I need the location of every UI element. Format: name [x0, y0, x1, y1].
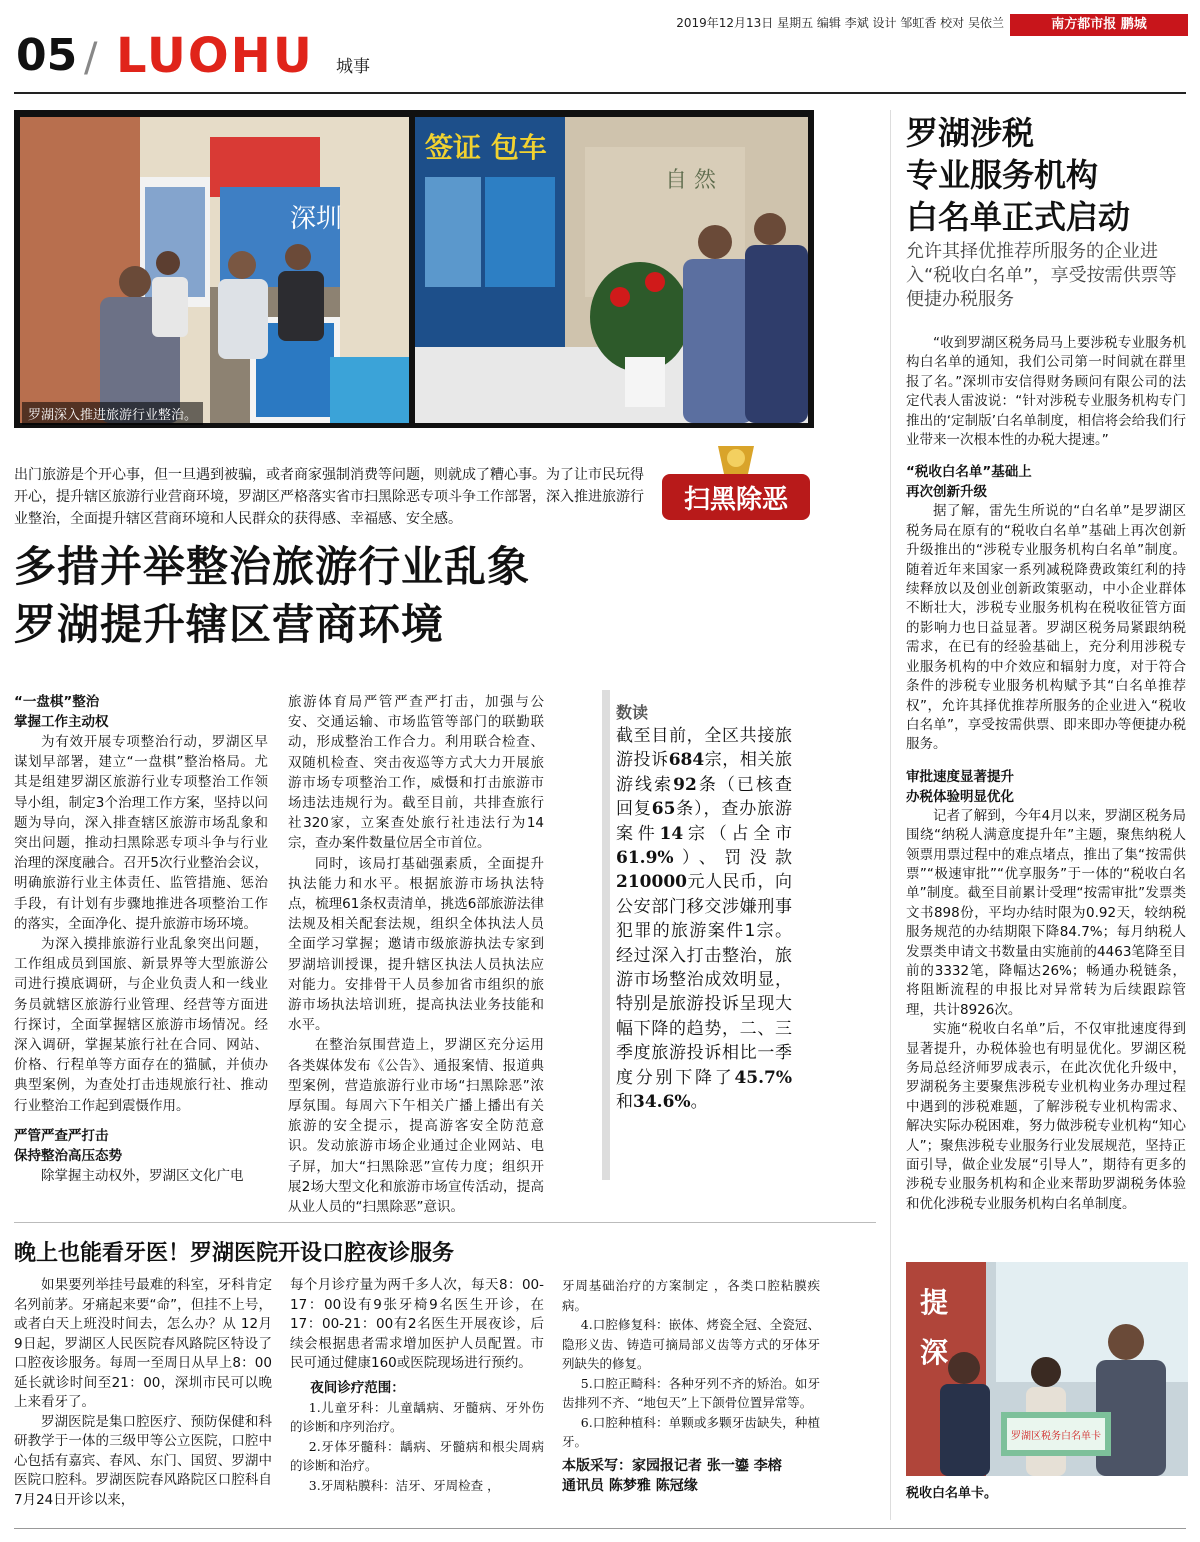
- paragraph: “收到罗湖区税务局马上要涉税专业服务机构白名单的通知，我们公司第一时间就在群里报了名。”深圳市安信得财务顾问有限公司的法定代表人雷波说：“针对涉税专业服务机构专门推出的‘定制版’白名单制度，相信将会给我们行业带来一次根本性的办税大提速。”: [906, 335, 1186, 449]
- column-rule: [890, 110, 891, 1520]
- data-box-text: 截至目前，全区共接旅游投诉684宗，相关旅游线索92条（已核查回复65条），查办旅游案件14宗（占全市61.9%）、罚没款210000元人民币，向公安部门移交涉嫌刑事犯罪的旅游案件1宗。经过深入打击整治，旅游市场整治成效明显，特别是旅游投诉呈现大幅下降的趋势，二、三季度旅游投诉相比一季度分别下降了45.7%和34.6%。: [616, 726, 793, 1113]
- section-name: LUOHU: [116, 28, 314, 84]
- photo-caption: 罗湖深入推进旅游行业整治。: [22, 402, 203, 425]
- byline-reporters: 本版采写：家园报记者 张一鎏 李榕: [562, 1457, 782, 1474]
- scope-item: 2.牙体牙髓科：龋病、牙髓病和根尖周病的诊断和治疗。: [290, 1438, 544, 1473]
- photo-sign-2: 深: [920, 1336, 949, 1369]
- anti-crime-seal: [656, 440, 816, 532]
- subhead-2b: 保持整治高压态势: [14, 1147, 122, 1164]
- article-column-2: [288, 692, 544, 1217]
- paragraph: 实施“税收白名单”后，不仅审批速度得到显著提升，办税体验也有明显优化。罗湖区税务局总经济师罗成表示，在此次优化升级中，罗湖税务主要聚焦涉税专业机构业务办理过程中遇到的涉税难题，了解涉税专业机构需求、解决实际办税困难，努力做涉税专业机构“知心人”；聚焦涉税专业服务行业发展规范，坚持正面引导，做企业发展“引导人”，期待有更多的涉税专业服务机构和企业来帮助罗湖税务体验和优化涉税专业服务机构白名单制度。: [906, 1021, 1186, 1212]
- section-divider: [14, 1222, 876, 1223]
- dental-column-2: [290, 1276, 544, 1495]
- main-headline-line1: 多措并举整治旅游行业乱象: [14, 542, 531, 591]
- svg-text:自 然: 自 然: [665, 168, 716, 193]
- lead-paragraph: 出门旅游是个开心事，但一旦遇到被骗，或者商家强制消费等问题，则就成了糟心事。为了让市民玩得开心，提升辖区旅游行业营商环境，罗湖区严格落实省市扫黑除恶专项斗争工作部署，深入推进旅游行业整治，全面提升辖区营商环境和人民群众的获得感、幸福感、安全感。: [14, 467, 644, 527]
- footer-rule: [14, 1528, 1186, 1529]
- section-subname: 城事: [336, 57, 370, 77]
- main-headline-line2: 罗湖提升辖区营商环境: [14, 600, 445, 649]
- paragraph: 如果要列举挂号最难的科室，牙科肯定名列前茅。牙痛起来要“命”，但挂不上号，或者白天上班没时间去，怎么办？从 12月9日起，罗湖区人民医院春风路院区特设了口腔夜诊服务。每周一至周日从早上8：00延长就诊时间至21：00，深圳市民可以晚上来看牙了。: [14, 1277, 272, 1410]
- paragraph: 据了解，雷先生所说的“白名单”是罗湖区税务局在原有的“税收白名单”基础上再次创新升级推出的“涉税专业服务机构白名单”制度。随着近年来国家一系列减税降费政策红利的持续释放以及创业创新政策驱动，中小企业群体不断壮大，涉税专业服务机构在税收征管方面的影响力也日益显著。罗湖区税务局紧跟纳税需求，在已有的经验基础上，充分利用涉税专业服务机构的中介效应和辐射力度，对于符合条件的涉税专业服务机构赋予其“白名单推荐权”，允许其择优推荐所服务的企业进入“税收白名单”，享受按需供票、即来即办等便捷办税服务。: [906, 503, 1186, 753]
- paragraph: 记者了解到，今年4月以来，罗湖区税务局围绕“纳税人满意度提升年”主题，聚焦纳税人领票用票过程中的难点堵点，推出了集“按需供票”“极速审批”“优享服务”于一体的“税收白名单”制度。截至目前累计受理“按需审批”发票类文书898份，平均办结时限为0.92天，较纳税服务规范的办结期限下降84.7%；每月纳税人发票类申请文书数量由实施前的4463笔降至目前的3332笔，降幅达26%；畅通办税链条，将阻断流程的申报比对异常转为后续跟踪管理，共计8926次。: [906, 807, 1186, 1018]
- tax-whitelist-photo: [906, 1262, 1188, 1476]
- dental-column-1: [14, 1276, 272, 1510]
- paragraph: 除掌握主动权外，罗湖区文化广电: [41, 1167, 244, 1184]
- paragraph: 为深入摸排旅游行业乱象突出问题，工作组成员到国旅、新景界等大型旅游公司进行摸底调研，与企业负责人和一线业务员就辖区旅游行业管理、经营等方面进行探讨，全面掌握辖区旅游市场情况。经深入调研，掌握某旅行社在合同、网站、价格、行程单等方面存在的猫腻，并侦办典型案例，为查处打击违规旅行社、推动行业整治工作起到震慑作用。: [14, 936, 268, 1114]
- subhead-1a: “一盘棋”整治: [14, 694, 100, 710]
- paragraph: 每个月诊疗量为两千多人次，每天8：00-17：00设有9张牙椅9名医生开诊，在17：00-21：00有2名医生开展夜诊，后续会根据患者需求增加医护人员配置。市民可通过健康160或医院现场进行预约。: [290, 1277, 544, 1371]
- paragraph: 在整治氛围营造上，罗湖区充分运用各类媒体发布《公告》、通报案情、报道典型案例，营造旅游行业市场“扫黑除恶”浓厚氛围。每周六下午相关广播上播出有关旅游的安全提示，提高游客安全防范意识。发动旅游市场企业通过企业网站、电子屏，加大“扫黑除恶”宣传力度；组织开展2场大型文化和旅游市场宣传活动，提高从业人员的“扫黑除恶”意识。: [288, 1037, 544, 1216]
- scope-item: 5.口腔正畸科：各种牙列不齐的矫治。如牙齿排列不齐、“地包天”上下颌骨位置异常等。: [562, 1375, 820, 1410]
- scope-item: 牙周基础治疗的方案制定 ，各类口腔粘膜疾病。: [562, 1278, 820, 1313]
- scope-item: 4.口腔修复科：嵌体、烤瓷全冠、全瓷冠、隐形义齿、铸造可摘局部义齿等方式的牙体牙列缺失的修复。: [562, 1317, 820, 1371]
- tax-subhead-1b: 再次创新升级: [906, 484, 987, 501]
- tax-article: [906, 334, 1186, 1214]
- scope-title: 夜间诊疗范围：: [310, 1379, 405, 1396]
- tax-headline: 罗湖涉税 专业服务机构 白名单正式启动: [906, 114, 1131, 236]
- photo-travel-agency-right: [415, 117, 808, 423]
- dental-headline: 晚上也能看牙医！罗湖医院开设口腔夜诊服务: [14, 1241, 455, 1266]
- paragraph: 同时，该局打基础强素质，全面提升执法能力和水平。根据旅游市场执法特点，梳理61条权责清单，挑选6部旅游法律法规及相关配套法规，组织全体执法人员全面学习掌握；邀请市级旅游执法专家到罗湖培训授课，提升辖区执法人员执法应对能力。安排骨干人员参加省市组织的旅游市场执法培训班，提高执法业务技能和水平。: [288, 855, 544, 1034]
- data-box-label: 数读: [616, 703, 649, 722]
- scope-item: 6.口腔种植科：单颗或多颗牙齿缺失，种植牙。: [562, 1414, 820, 1449]
- subhead-2a: 严管严查严打击: [14, 1127, 109, 1144]
- tax-subhead-2b: 办税体验明显优化: [906, 788, 1014, 805]
- dental-column-3: [562, 1276, 820, 1496]
- page-slash: /: [84, 35, 98, 81]
- photo-sign-1: 提: [920, 1286, 949, 1319]
- paragraph: 为有效开展专项整治行动，罗湖区早谋划早部署，建立“一盘棋”整治格局。尤其是组建罗湖区旅游行业专项整治工作领导小组，制定3个治理工作方案，坚持以问题为导向，深入排查辖区旅游市场乱象和突出问题，推动扫黑除恶专项斗争与行业治理的深度融合。召开5次行业整治会议，明确旅游行业主体责任、监管措施、惩治手段，有计划有步骤地推进各项整治工作的落实，全面净化、提升旅游市场环境。: [14, 734, 268, 932]
- sign-visa: 签证 包车: [425, 131, 547, 164]
- tax-subhead-2a: 审批速度显著提升: [906, 768, 1014, 785]
- subhead-1b: 掌握工作主动权: [14, 714, 109, 730]
- dateline: 2019年12月13日 星期五 编辑 李斌 设计 邹虹香 校对 吴依兰: [676, 16, 1004, 30]
- byline-correspondents: 通讯员 陈梦雅 陈冠缘: [562, 1477, 698, 1494]
- sign-shenzhen: 深圳: [290, 204, 343, 234]
- scope-item: 3.牙周粘膜科：洁牙、牙周检查 ，: [308, 1477, 500, 1493]
- tax-subhead-1a: “税收白名单”基础上: [906, 464, 1032, 481]
- paragraph: 旅游体育局严管严查严打击，加强与公安、交通运输、市场监管等部门的联勤联动，形成整治工作合力。利用联合检查、双随机检查、突击夜巡等方式大力开展旅游市场专项整治工作，威慑和打击旅游市场违法违规行为。截至目前，共排查旅行社320家，立案查处旅行社违法行为14宗，查办案件数量位居全市首位。: [288, 694, 544, 852]
- seal-text: 扫黑除恶: [683, 485, 789, 515]
- header-rule: [14, 92, 1186, 94]
- article-column-1: [14, 692, 268, 1186]
- tax-subheadline: 允许其择优推荐所服务的企业进入“税收白名单”，享受按需供票等便捷办税服务: [906, 241, 1177, 310]
- page-number: 05: [16, 30, 78, 81]
- tax-photo-caption: 税收白名单卡。: [906, 1486, 998, 1501]
- photo-board-text: 罗湖区税务白名单卡: [1011, 1431, 1101, 1442]
- scope-item: 1.儿童牙科：儿童龋病、牙髓病、牙外伤的诊断和序列治疗。: [290, 1399, 544, 1434]
- masthead-logo: 南方都市报 鹏城: [1010, 14, 1188, 36]
- paragraph: 罗湖医院是集口腔医疗、预防保健和科研教学于一体的三级甲等公立医院，口腔中心包括有嘉宾、春风、东门、国贸、罗湖中医院口腔科。罗湖医院春风路院区口腔科自7月24日开诊以来，: [14, 1413, 272, 1508]
- data-box-bar: [602, 690, 610, 1180]
- photo-travel-agency-left: [20, 117, 409, 423]
